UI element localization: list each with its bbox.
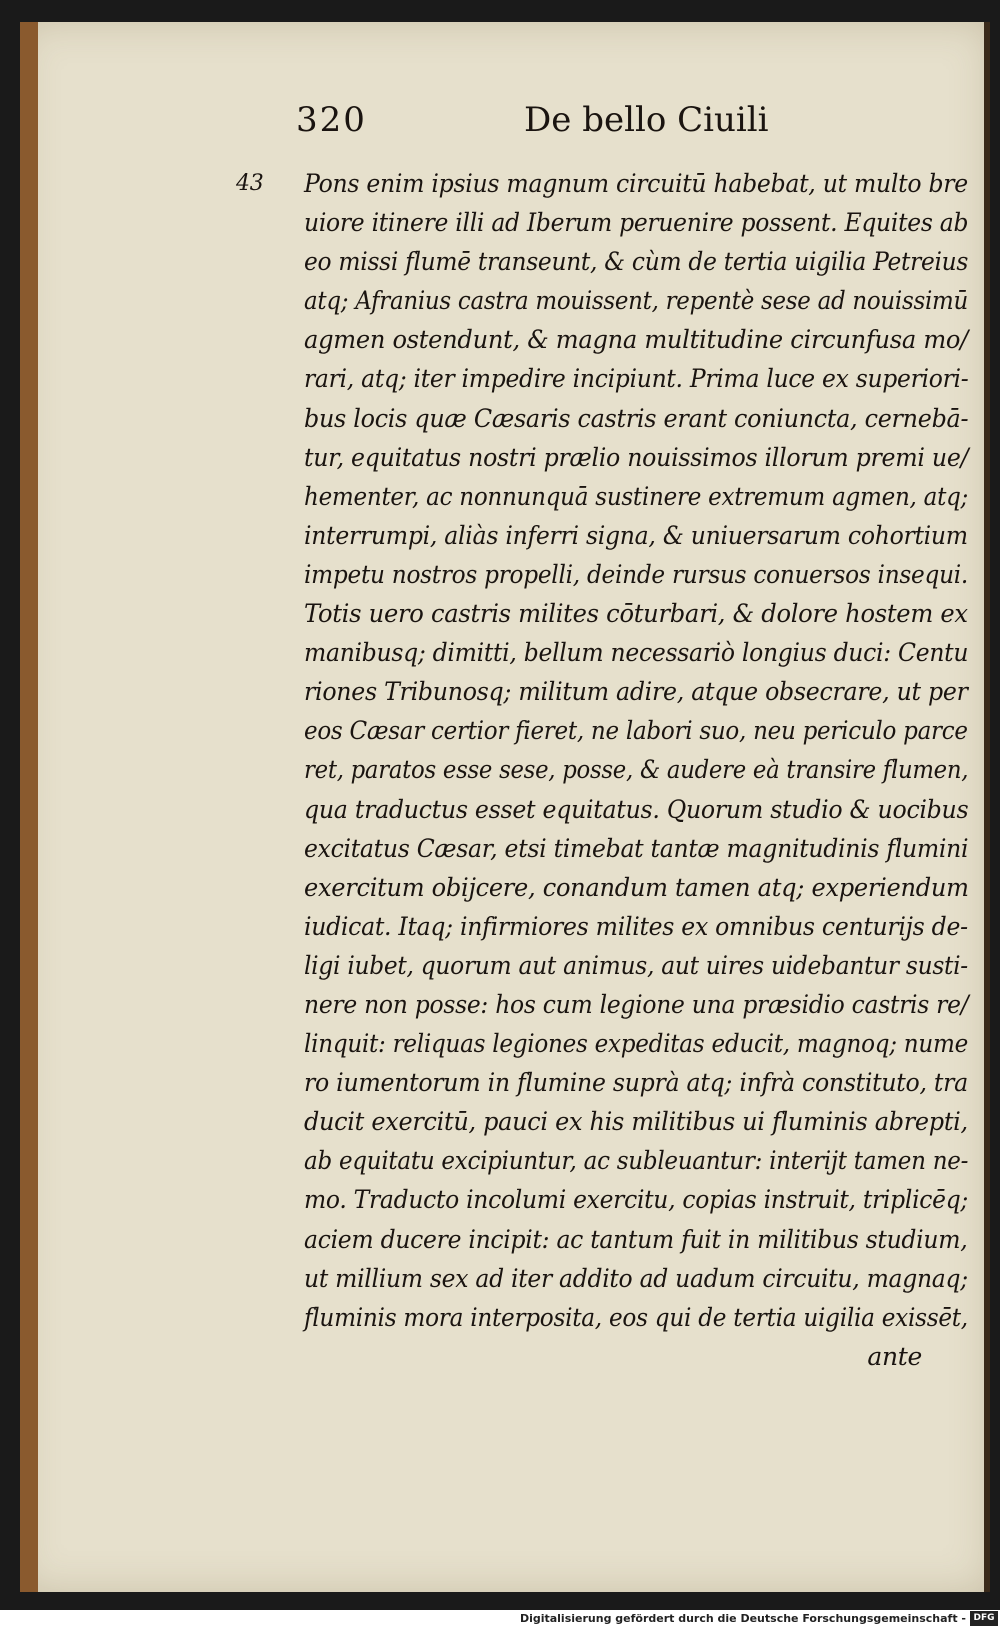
text-line — [240, 359, 972, 398]
text-line — [240, 868, 972, 907]
dfg-logo: DFG — [970, 1611, 998, 1626]
text-line-content: riones Tribunosq; militum adire, atque obsecrare, ut per — [304, 677, 968, 707]
text-line-content: agmen ostendunt, & magna multitudine circunfusa mo/ — [304, 325, 969, 355]
text-line — [240, 399, 972, 438]
text-line-content: tur, equitatus nostri prælio nouissimos illorum premi ue/ — [304, 442, 969, 472]
text-line-content: Totis uero castris milites cōturbari, & dolore hostem ex — [304, 599, 968, 629]
text-line-content: ret, paratos esse sese, posse, & audere eà transire flumen, — [304, 755, 969, 785]
text-line-content: qua traductus esset equitatus. Quorum studio & uocibus — [304, 794, 969, 824]
book-page — [20, 22, 990, 1592]
text-line-content: manibusq; dimitti, bellum necessariò longius duci: Centu — [304, 638, 969, 668]
text-line — [240, 438, 972, 477]
text-line-content: eos Cæsar certior fieret, ne labori suo, neu periculo parce — [304, 716, 968, 746]
running-title: De bello Ciuili — [524, 100, 769, 140]
text-line — [240, 750, 972, 789]
text-line-content: ut millium sex ad iter addito ad uadum circuitu, magnaq; — [304, 1263, 968, 1293]
text-line — [240, 711, 972, 750]
text-line-content: ab equitatu excipiuntur, ac subleuantur: interijt tamen ne- — [304, 1146, 969, 1176]
text-line — [240, 1220, 972, 1259]
text-line-content: aciem ducere incipit: ac tantum fuit in militibus studium, — [304, 1224, 968, 1254]
text-line — [240, 946, 972, 985]
page-header — [296, 100, 796, 150]
text-line — [236, 164, 972, 203]
text-line-content: atq; Afranius castra mouissent, repentè sese ad nouissimū — [304, 286, 968, 316]
text-line-content: nere non posse: hos cum legione una præsidio castris re/ — [304, 989, 969, 1019]
catchword-line — [240, 1337, 972, 1376]
catchword: ante — [867, 1341, 922, 1371]
text-line — [240, 1024, 972, 1063]
text-line — [240, 672, 972, 711]
text-line — [240, 516, 972, 555]
text-line — [240, 790, 972, 829]
text-line-content: hementer, ac nonnunquā sustinere extremum agmen, atq; — [304, 481, 969, 511]
text-line-content: impetu nostros propelli, deinde rursus conuersos insequi. — [304, 559, 969, 589]
marginal-note: 43 — [236, 171, 264, 196]
text-line — [240, 242, 972, 281]
text-line-content: ducit exercitū, pauci ex his militibus ui fluminis abrepti, — [304, 1107, 968, 1137]
text-line — [240, 633, 972, 672]
text-line — [240, 594, 972, 633]
text-line-content: ligi iubet, quorum aut animus, aut uires uidebantur susti- — [304, 950, 968, 980]
text-line — [240, 985, 972, 1024]
text-line — [240, 203, 972, 242]
page-number: 320 — [296, 100, 367, 140]
digitization-notice: Digitalisierung gefördert durch die Deutsche Forschungsgemeinschaft - — [519, 1612, 966, 1625]
text-line — [240, 907, 972, 946]
text-line — [240, 320, 972, 359]
text-line — [240, 555, 972, 594]
text-line-content: linquit: reliquas legiones expeditas educit, magnoq; nume — [304, 1029, 969, 1059]
text-line-content: excitatus Cæsar, etsi timebat tantæ magnitudinis flumini — [304, 833, 969, 863]
text-block — [236, 164, 972, 1376]
text-line — [240, 1063, 972, 1102]
text-line-content: ro iumentorum in flumine suprà atq; infrà constituto, tra — [304, 1068, 968, 1098]
text-line — [240, 1259, 972, 1298]
text-line — [240, 1298, 972, 1337]
text-line — [240, 477, 972, 516]
text-line-content: exercitum obijcere, conandum tamen atq; experiendum — [304, 872, 969, 902]
text-line — [240, 1141, 972, 1180]
text-line-content: interrumpi, aliàs inferri signa, & uniuersarum cohortium — [304, 520, 968, 550]
text-line-content: Pons enim ipsius magnum circuitū habebat, ut multo bre — [304, 169, 968, 198]
text-line-content: mo. Traducto incolumi exercitu, copias instruit, triplicēq; — [304, 1185, 969, 1215]
text-line — [240, 1102, 972, 1141]
text-line — [240, 1180, 972, 1219]
text-line-content: fluminis mora interposita, eos qui de tertia uigilia exissēt, — [304, 1302, 968, 1332]
text-line-content: rari, atq; iter impedire incipiunt. Prima luce ex superiori- — [304, 364, 969, 394]
text-line — [240, 281, 972, 320]
text-line-content: iudicat. Itaq; infirmiores milites ex omnibus centurijs de- — [304, 911, 968, 941]
footer-bar — [0, 1610, 1000, 1629]
text-line-content: bus locis quæ Cæsaris castris erant coniuncta, cernebā- — [304, 403, 969, 433]
text-line-content: uiore itinere illi ad Iberum peruenire possent. Equites ab — [304, 208, 969, 238]
text-line-content: eo missi flumē transeunt, & cùm de tertia uigilia Petreius — [304, 247, 969, 277]
text-line — [240, 829, 972, 868]
